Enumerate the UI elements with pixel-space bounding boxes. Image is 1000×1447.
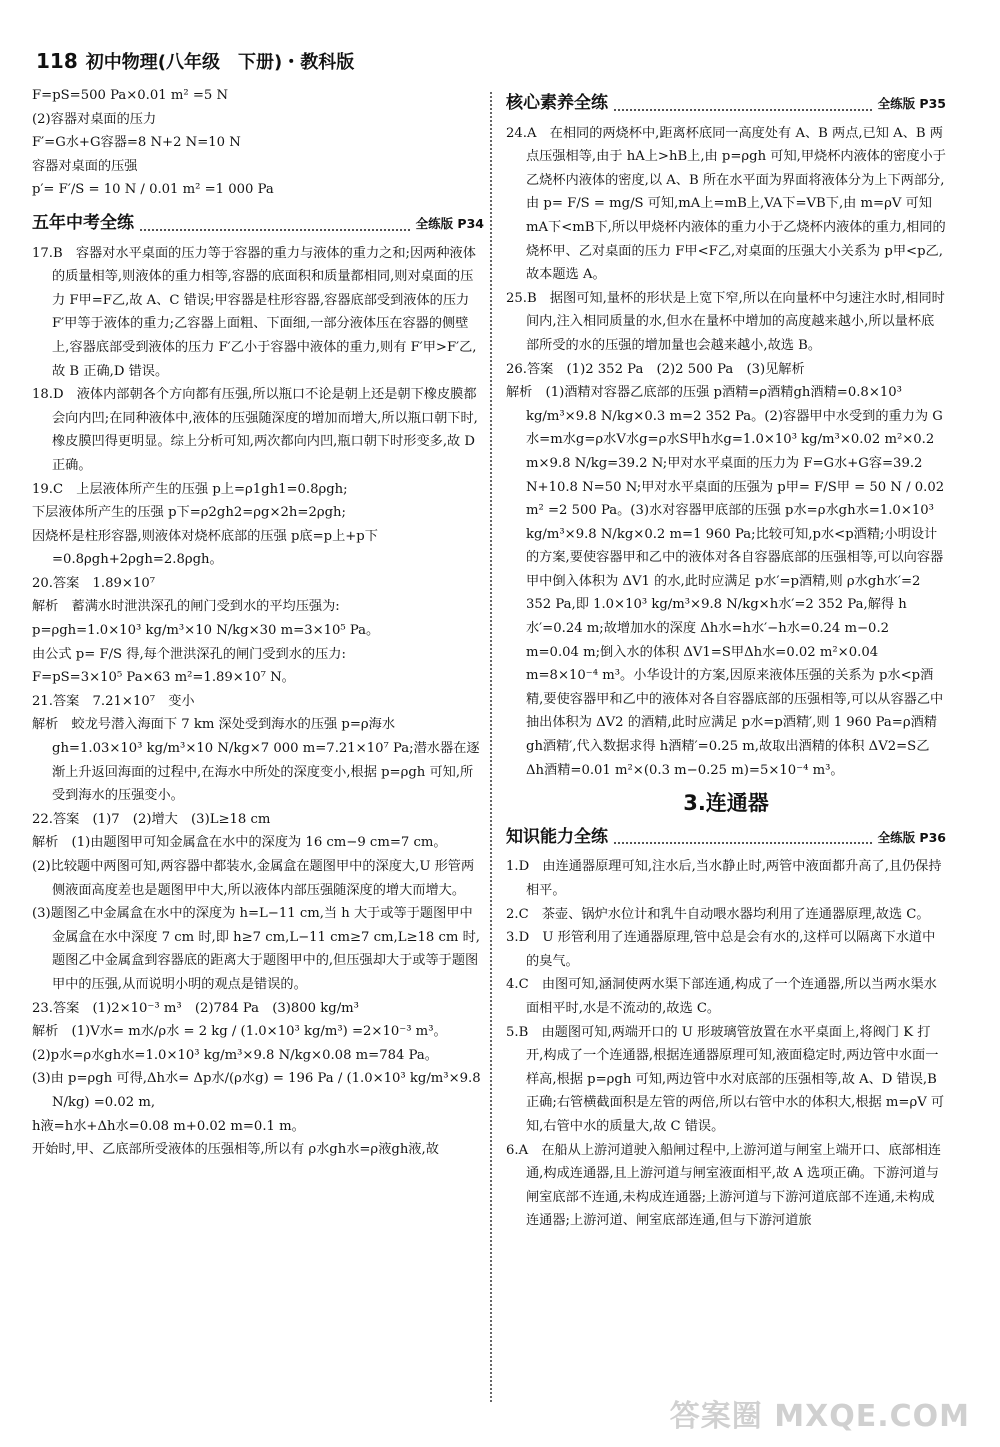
text-line: F=pS=500 Pa×0.01 m² =5 N — [32, 88, 228, 103]
section-title: 五年中考全练 — [32, 212, 134, 233]
answer-paragraph: 3.D U 形管利用了连通器原理,管中总是会有水的,这样可以隔离下水道中的臭气。 — [506, 930, 936, 969]
answer-paragraph: p=ρgh=1.0×10³ kg/m³×10 N/kg×30 m=3×10⁵ Pa。 — [32, 623, 380, 639]
section-title: 知识能力全练 — [506, 826, 608, 847]
section-ref: 全练版 P34 — [415, 215, 484, 231]
text-line: 容器对桌面的压强 — [32, 158, 138, 174]
book-title: 初中物理(八年级 下册)・教科版 — [85, 52, 355, 73]
left-column — [32, 84, 484, 1162]
section-heading — [506, 826, 946, 850]
answer-paragraph: 24.A 在相同的两烧杯中,距离杯底同一高度处有 A、B 两点,已知 A、B 两点压强相等,由于 hA上>hB上,由 p=ρgh 可知,甲烧杯内液体的密度小于乙烧杯内液体的密度,以 A、B 所在水平面为界面将液体分为上下两部分,由 p= F/S = mg/S 可知,mA上=mB上,VA下=VB下,由 m=ρV 可知 mA下<mB下,所以甲烧杯内液体的重力小于乙烧杯内液体的重力,相同的烧杯甲、乙对桌面的压力 F甲<F乙,对桌面的压强大小关系为 p甲<p乙,故本题选 A。 — [506, 125, 946, 283]
answer-paragraph: 下层液体所产生的压强 p下=ρ2gh2=ρg×2h=2ρgh; — [32, 505, 346, 521]
section-title: 核心素养全练 — [506, 93, 608, 113]
answer-paragraph: 解析 (1)V水= m水/ρ水 = 2 kg / (1.0×10³ kg/m³) =2×10⁻³ m³。 — [32, 1024, 447, 1040]
answer-paragraph: 22.答案 (1)7 (2)增大 (3)L≥18 cm — [32, 811, 271, 827]
answer-paragraph: 解析 蓄满水时泄洪深孔的闸门受到水的平均压强为: — [32, 599, 340, 615]
section-dotted-rule — [614, 109, 872, 111]
section-dotted-rule — [614, 842, 872, 844]
answer-paragraph: 因烧杯是柱形容器,则液体对烧杯底部的压强 p底=p上+p下=0.8ρgh+2ρgh=2.8ρgh。 — [32, 528, 378, 568]
answer-paragraph: (2)p水=ρ水gh水=1.0×10³ kg/m³×9.8 N/kg×0.08 m=784 Pa。 — [32, 1047, 438, 1063]
answer-paragraph: 解析 (1)酒精对容器乙底部的压强 p酒精=ρ酒精gh酒精=0.8×10³ kg/m³×9.8 N/kg×0.3 m=2 352 Pa。(2)容器甲中水受到的重力为 G水=m水g=ρ水V水g=ρ水S甲h水g=1.0×10³ kg/m³×0.02 m²×0.2 m×9.8 N/kg=39.2 N;甲对水平桌面的压力为 F=G水+G容=39.2 N+10.8 N=50 N;甲对水平桌面的压强为 p甲= F/S甲 = 50 N / 0.02 m² =2 500 Pa。(3)水对容器甲底部的压强 p水=ρ水gh水=1.0×10³ kg/m³×9.8 N/kg×0.2 m=1 960 Pa;比较可知,p水<p酒精;小明设计的方案,要使容器甲和乙中的液体对各自容器底部的压强相等,可以向容器甲中倒入体积为 ΔV1 的水,此时应满足 p水′=p酒精,则 ρ水gh水′=2 352 Pa,即 1.0×10³ kg/m³×9.8 N/kg×h水′=2 352 Pa,解得 h水′=0.24 m;故增加水的深度 Δh水=h水′−h水=0.24 m−0.2 m=0.04 m;倒入水的体积 ΔV1=S甲Δh水=0.02 m²×0.04 m=8×10⁻⁴ m³。小华设计的方案,因原来液体压强的关系为 p水<p酒精,要使容器甲和乙中的液体对各自容器底部的压强相等,可以从容器乙中抽出体积为 ΔV2 的酒精,此时应满足 p水=p酒精′,则 1 960 Pa=ρ酒精gh酒精′,代入数据求得 h酒精′=0.25 m,故取出酒精的体积 ΔV2=S乙Δh酒精=0.01 m²×(0.3 m−0.25 m)=5×10⁻⁴ m³。 — [506, 385, 945, 778]
section-ref: 全练版 P36 — [877, 829, 946, 845]
subsection-title: 3.连通器 — [683, 791, 769, 816]
answer-paragraph: (3)题图乙中金属盒在水中的深度为 h=L−11 cm,当 h 大于或等于题图甲中金属盒在水中深度 7 cm 时,即 h≥7 cm,L−11 cm≥7 cm,L≥18 cm 时,题图乙中金属盒到容器底的距离大于题图甲中的,但压强却大于或等于题图甲中的压强,从而说明小明的观点是错误的。 — [32, 906, 480, 992]
answer-paragraph: F=pS=3×10⁵ Pa×63 m²=1.89×10⁷ N。 — [32, 670, 295, 686]
section-heading — [32, 212, 484, 236]
answer-paragraph: 21.答案 7.21×10⁷ 变小 — [32, 693, 195, 709]
answer-paragraph: 2.C 茶壶、锅炉水位计和乳牛自动喂水器均利用了连通器原理,故选 C。 — [506, 906, 930, 922]
answer-paragraph: 由公式 p= F/S 得,每个泄洪深孔的闸门受到水的压力: — [32, 646, 346, 662]
answer-paragraph: (3)由 p=ρgh 可得,Δh水= Δp水/(ρ水g) = 196 Pa / (1.0×10³ kg/m³×9.8 N/kg) =0.02 m, — [32, 1071, 481, 1110]
section-dotted-rule — [140, 229, 410, 231]
right-column — [506, 84, 946, 1233]
answer-paragraph: h液=h水+Δh水=0.08 m+0.02 m=0.1 m。 — [32, 1118, 305, 1134]
page-header — [36, 44, 354, 78]
text-line: (2)容器对桌面的压力 — [32, 111, 157, 127]
text-line: F′=G水+G容器=8 N+2 N=10 N — [32, 135, 241, 151]
answer-paragraph: 解析 (1)由题图甲可知金属盒在水中的深度为 16 cm−9 cm=7 cm。 — [32, 835, 447, 851]
text-line: p′= F′/S = 10 N / 0.01 m² =1 000 Pa — [32, 182, 274, 198]
column-divider — [490, 92, 492, 1402]
watermark-logo: 答案圈 MXQE.COM — [669, 1399, 970, 1434]
answer-paragraph: 解析 蛟龙号潜入海面下 7 km 深处受到海水的压强 p=ρ海水gh=1.03×10³ kg/m³×10 N/kg×7 000 m=7.21×10⁷ Pa;潜水器在逐渐上升返回海面的过程中,在海水中所处的深度变小,根据 p=ρgh 可知,所受到海水的压强变小。 — [32, 717, 480, 804]
section-heading — [506, 92, 946, 116]
answer-paragraph: 1.D 由连通器原理可知,注水后,当水静止时,两管中液面都升高了,且仍保持相平。 — [506, 859, 942, 898]
answer-paragraph: 17.B 容器对水平桌面的压力等于容器的重力与液体的重力之和;因两种液体的质量相等,则液体的重力相等,容器的底面积和质量都相同,则对桌面的压力 F甲=F乙,故 A、C 错误;甲容器是柱形容器,容器底部受到液体的压力 F′甲等于液体的重力;乙容器上面粗、下面细,一部分液体压在容器的侧壁上,容器底部受到液体的压力 F′乙小于容器中液体的重力,则有 F′甲>F′乙,故 B 正确,D 错误。 — [32, 245, 477, 379]
answer-paragraph: 25.B 据图可知,量杯的形状是上宽下窄,所以在向量杯中匀速注水时,相同时间内,注入相同质量的水,但水在量杯中增加的高度越来越小,所以量杯底部所受的水的压强的增加量也会越来越小,故选 B。 — [506, 290, 945, 353]
answer-paragraph: 23.答案 (1)2×10⁻³ m³ (2)784 Pa (3)800 kg/m³ — [32, 1000, 359, 1016]
section-ref: 全练版 P35 — [877, 96, 946, 111]
answer-paragraph: 6.A 在船从上游河道驶入船闸过程中,上游河道与闸室上端开口、底部相连通,构成连通器,且上游河道与闸室液面相平,故 A 选项正确。下游河道与闸室底部不连通,未构成连通器;上游河道与下游河道底部不连通,未构成连通器;上游河道、闸室底部连通,但与下游河道旅 — [506, 1142, 942, 1229]
answer-paragraph: 18.D 液体内部朝各个方向都有压强,所以瓶口不论是朝上还是朝下橡皮膜都会向内凹;在同种液体中,液体的压强随深度的增加而增大,所以瓶口朝下时,橡皮膜凹得更明显。综上分析可知,两次都向内凹,瓶口朝下时形变多,故 D 正确。 — [32, 387, 478, 473]
answer-paragraph: (2)比较题中两图可知,两容器中都装水,金属盒在题图甲中的深度大,U 形管两侧液面高度差也是题图甲中大,所以液体内部压强随深度的增大而增大。 — [32, 859, 475, 898]
page-number: 118 — [36, 49, 78, 73]
answer-paragraph: 4.C 由图可知,涵洞使两水渠下部连通,构成了一个连通器,所以当两水渠水面相平时,水是不流动的,故选 C。 — [506, 977, 937, 1016]
answer-paragraph: 19.C 上层液体所产生的压强 p上=ρ1gh1=0.8ρgh; — [32, 481, 348, 497]
answer-paragraph: 26.答案 (1)2 352 Pa (2)2 500 Pa (3)见解析 — [506, 361, 805, 377]
answer-paragraph: 开始时,甲、乙底部所受液体的压强相等,所以有 ρ水gh水=ρ液gh液,故 — [32, 1142, 439, 1158]
answer-paragraph: 5.B 由题图可知,两端开口的 U 形玻璃管放置在水平桌面上,将阀门 K 打开,构成了一个连通器,根据连通器原理可知,液面稳定时,两边管中水面一样高,根据 p=ρgh 可知,两边管中水对底部的压强相等,故 A、D 错误,B 正确;右管横截面积是左管的两倍,所以右管中水的体积大,根据 m=ρV 可知,右管中水的质量大,故 C 错误。 — [506, 1024, 945, 1134]
answer-paragraph: 20.答案 1.89×10⁷ — [32, 575, 156, 591]
